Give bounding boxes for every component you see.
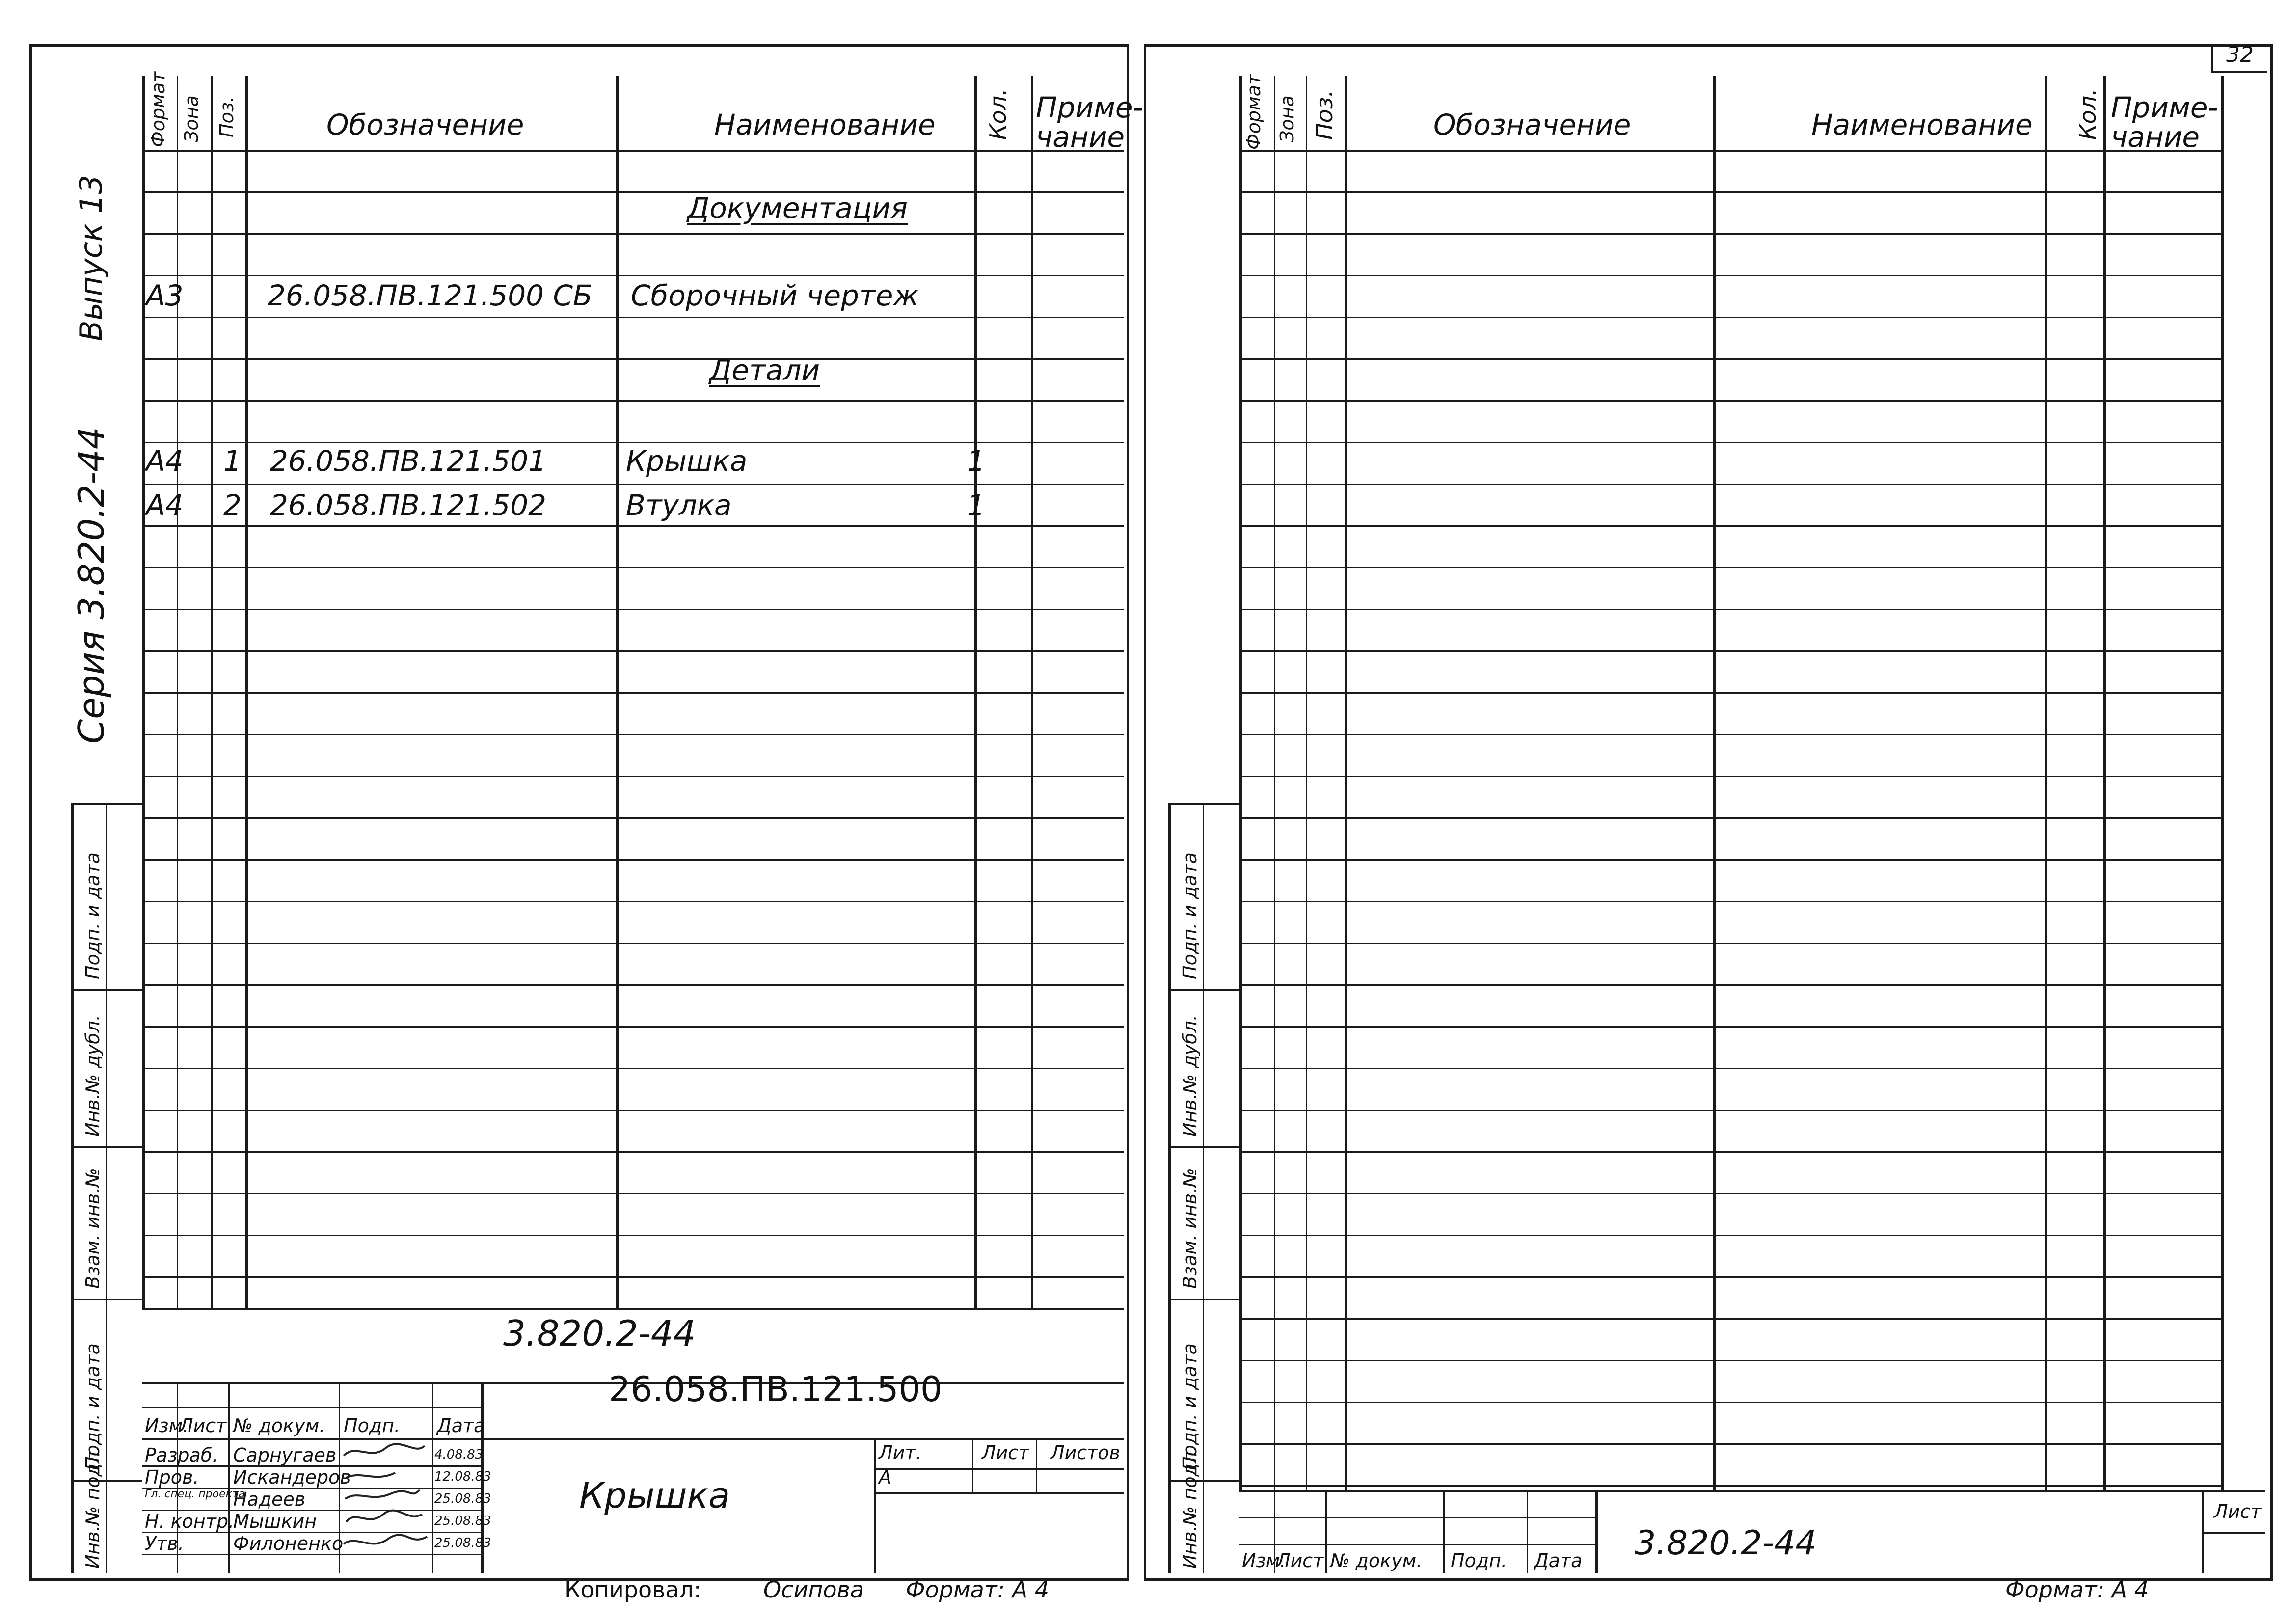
header-format: Формат bbox=[147, 71, 169, 147]
row-rule bbox=[142, 1026, 1124, 1028]
row-rule bbox=[142, 650, 1124, 652]
row-rule bbox=[1239, 358, 2221, 360]
row-a3-name: Сборочный чертеж bbox=[631, 279, 919, 312]
row-1-qty: 1 bbox=[967, 444, 985, 478]
tb-listov: Листов bbox=[1051, 1442, 1120, 1463]
row-rule bbox=[142, 984, 1124, 986]
staff-role-4: Н. контр. bbox=[145, 1511, 235, 1532]
row-rule bbox=[142, 400, 1124, 402]
title-doc-code: 3.820.2-44 bbox=[503, 1313, 696, 1354]
row-rule bbox=[1239, 650, 2221, 652]
tb-col-izm: Изм. bbox=[145, 1415, 189, 1436]
staff-name-3: Надеев bbox=[233, 1489, 306, 1510]
header-naimenovanie-right: Наименование bbox=[1811, 108, 2033, 141]
row-rule bbox=[142, 484, 1124, 485]
row-rule bbox=[1239, 1151, 2221, 1153]
row-a3-format: А3 bbox=[146, 279, 184, 312]
title-item-name: Крышка bbox=[579, 1475, 730, 1516]
row-rule bbox=[1239, 317, 2221, 318]
staff-role-1: Разраб. bbox=[145, 1444, 218, 1466]
row-rule bbox=[142, 943, 1124, 944]
stamp-podp-data-2-right: Подп. и дата bbox=[1179, 1343, 1201, 1470]
row-1-name: Крышка bbox=[626, 444, 748, 478]
row-rule bbox=[1239, 776, 2221, 777]
row-rule bbox=[1239, 442, 2221, 443]
header-poz-right: Поз. bbox=[1311, 90, 1338, 140]
row-rule bbox=[1239, 609, 2221, 610]
section-documentation: Документация bbox=[687, 191, 908, 225]
right-col-date: Дата bbox=[1534, 1550, 1583, 1571]
copied-label: Копировал: bbox=[565, 1576, 701, 1603]
row-rule bbox=[1239, 859, 2221, 861]
right-col-izm: Изм. bbox=[1242, 1550, 1286, 1571]
issue-label: Выпуск 13 bbox=[73, 175, 109, 341]
row-rule bbox=[142, 317, 1124, 318]
header-kol: Кол. bbox=[985, 88, 1011, 140]
staff-date-1: 4.08.83 bbox=[434, 1447, 484, 1462]
row-2-name: Втулка bbox=[626, 488, 732, 522]
right-sheet bbox=[1144, 42, 2273, 1603]
header-primechanie-1: Приме- bbox=[1036, 91, 1143, 124]
row-rule bbox=[1239, 233, 2221, 235]
stamp-podp-data: Подп. и дата bbox=[82, 852, 104, 979]
row-rule bbox=[1239, 734, 2221, 735]
stamp-vzam-inv-right: Взам. инв.№ bbox=[1179, 1168, 1201, 1289]
left-sheet bbox=[29, 44, 1143, 1603]
signatures bbox=[341, 1441, 430, 1559]
staff-name-4: Мышкин bbox=[233, 1511, 317, 1532]
row-rule bbox=[142, 567, 1124, 568]
row-rule bbox=[1239, 1068, 2221, 1069]
tb-lit-value: А bbox=[879, 1466, 891, 1488]
right-doc-code: 3.820.2-44 bbox=[1635, 1524, 1817, 1563]
row-rule bbox=[1239, 525, 2221, 527]
row-rule bbox=[1239, 400, 2221, 402]
tb-lit: Лит. bbox=[879, 1442, 922, 1463]
stamp-podp-data-2: Подп. и дата bbox=[82, 1343, 104, 1470]
staff-role-2: Пров. bbox=[145, 1466, 199, 1488]
section-details: Детали bbox=[709, 353, 820, 387]
row-rule bbox=[142, 609, 1124, 610]
row-rule bbox=[142, 1110, 1124, 1111]
tb-list: Лист bbox=[982, 1442, 1029, 1463]
stamp-inv-dubl: Инв.№ дубл. bbox=[82, 1015, 104, 1137]
row-rule bbox=[1239, 567, 2221, 568]
right-list-label: Лист bbox=[2214, 1501, 2262, 1522]
header-primechanie-right-2: чание bbox=[2111, 120, 2200, 154]
row-rule bbox=[1239, 484, 2221, 485]
row-rule bbox=[142, 1151, 1124, 1153]
row-rule bbox=[1239, 191, 2221, 193]
row-rule bbox=[142, 692, 1124, 694]
staff-date-5: 25.08.83 bbox=[434, 1536, 491, 1550]
stamp-podp-data-right: Подп. и дата bbox=[1179, 852, 1201, 979]
header-naimenovanie: Наименование bbox=[714, 108, 936, 141]
row-rule bbox=[142, 191, 1124, 193]
row-rule bbox=[142, 1068, 1124, 1069]
row-1-designation: 26.058.ПВ.121.501 bbox=[270, 444, 547, 478]
row-rule bbox=[142, 776, 1124, 777]
title-drawing-number: 26.058.ПВ.121.500 bbox=[609, 1369, 943, 1409]
header-kol-right: Кол. bbox=[2074, 88, 2101, 140]
format-label-left: Формат: А 4 bbox=[906, 1576, 1050, 1603]
row-rule bbox=[1239, 943, 2221, 944]
staff-date-2: 12.08.83 bbox=[434, 1469, 491, 1484]
row-rule bbox=[1239, 1026, 2221, 1028]
row-rule bbox=[142, 525, 1124, 527]
tb-col-doc: № докум. bbox=[233, 1415, 325, 1436]
row-a3-designation: 26.058.ПВ.121.500 СБ bbox=[268, 279, 593, 312]
row-rule bbox=[142, 275, 1124, 276]
row-rule bbox=[142, 817, 1124, 819]
stamp-inv-podl: Инв.№ подл. bbox=[82, 1445, 104, 1569]
row-rule bbox=[1239, 1276, 2221, 1278]
row-rule bbox=[1239, 275, 2221, 276]
row-rule bbox=[142, 901, 1124, 902]
row-rule bbox=[142, 442, 1124, 443]
header-primechanie-right-1: Приме- bbox=[2111, 91, 2218, 124]
row-rule bbox=[142, 358, 1124, 360]
row-2-pos: 2 bbox=[223, 488, 242, 522]
header-format-right: Формат bbox=[1243, 74, 1265, 150]
row-1-pos: 1 bbox=[223, 444, 242, 478]
header-primechanie-2: чание bbox=[1036, 120, 1125, 154]
row-rule bbox=[142, 734, 1124, 735]
row-rule bbox=[142, 1276, 1124, 1278]
sheet-number: 32 bbox=[2226, 42, 2254, 67]
row-rule bbox=[142, 859, 1124, 861]
stamp-inv-dubl-right: Инв.№ дубл. bbox=[1179, 1015, 1201, 1137]
tb-col-podp: Подп. bbox=[344, 1415, 401, 1436]
tb-col-date: Дата bbox=[437, 1415, 485, 1436]
header-zona: Зона bbox=[181, 95, 202, 142]
header-oboznachenie: Обозначение bbox=[326, 108, 524, 141]
stamp-vzam-inv: Взам. инв.№ bbox=[82, 1168, 104, 1289]
row-rule bbox=[1239, 1360, 2221, 1361]
row-rule bbox=[1239, 984, 2221, 986]
staff-name-2: Искандеров bbox=[233, 1466, 351, 1488]
row-rule bbox=[1239, 1485, 2221, 1487]
row-rule bbox=[1239, 901, 2221, 902]
right-col-podp: Подп. bbox=[1451, 1550, 1508, 1571]
right-col-list: Лист bbox=[1276, 1550, 1324, 1571]
staff-date-4: 25.08.83 bbox=[434, 1514, 491, 1528]
row-1-format: А4 bbox=[146, 444, 184, 478]
staff-role-5: Утв. bbox=[145, 1533, 184, 1554]
header-oboznachenie-right: Обозначение bbox=[1433, 108, 1631, 141]
row-rule bbox=[1239, 1402, 2221, 1403]
row-rule bbox=[142, 1235, 1124, 1236]
row-rule bbox=[1239, 1110, 2221, 1111]
series-label: Серия 3.820.2-44 bbox=[71, 427, 112, 744]
row-rule bbox=[1239, 692, 2221, 694]
spec-table-right bbox=[1239, 76, 2221, 1490]
stamp-inv-podl-right: Инв.№ подл. bbox=[1179, 1445, 1201, 1569]
row-2-designation: 26.058.ПВ.121.502 bbox=[270, 488, 547, 522]
header-zona-right: Зона bbox=[1276, 95, 1298, 142]
staff-role-3: Гл. спец. проекта bbox=[145, 1488, 245, 1500]
tb-col-list: Лист bbox=[179, 1415, 227, 1436]
right-col-doc: № докум. bbox=[1330, 1550, 1423, 1571]
staff-date-3: 25.08.83 bbox=[434, 1491, 491, 1506]
copied-by: Осипова bbox=[763, 1576, 864, 1603]
row-rule bbox=[1239, 1193, 2221, 1194]
row-rule bbox=[1239, 1443, 2221, 1445]
row-rule bbox=[1239, 1318, 2221, 1320]
row-2-qty: 1 bbox=[967, 488, 985, 522]
row-rule bbox=[142, 233, 1124, 235]
format-label-right: Формат: А 4 bbox=[2005, 1576, 2149, 1603]
sheet-number-box bbox=[2211, 44, 2267, 73]
row-rule bbox=[142, 1193, 1124, 1194]
row-rule bbox=[1239, 817, 2221, 819]
staff-name-1: Сарнугаев bbox=[233, 1444, 337, 1466]
staff-name-5: Филоненко bbox=[233, 1533, 344, 1554]
row-2-format: А4 bbox=[146, 488, 184, 522]
header-poz: Поз. bbox=[216, 96, 238, 137]
row-rule bbox=[1239, 1235, 2221, 1236]
